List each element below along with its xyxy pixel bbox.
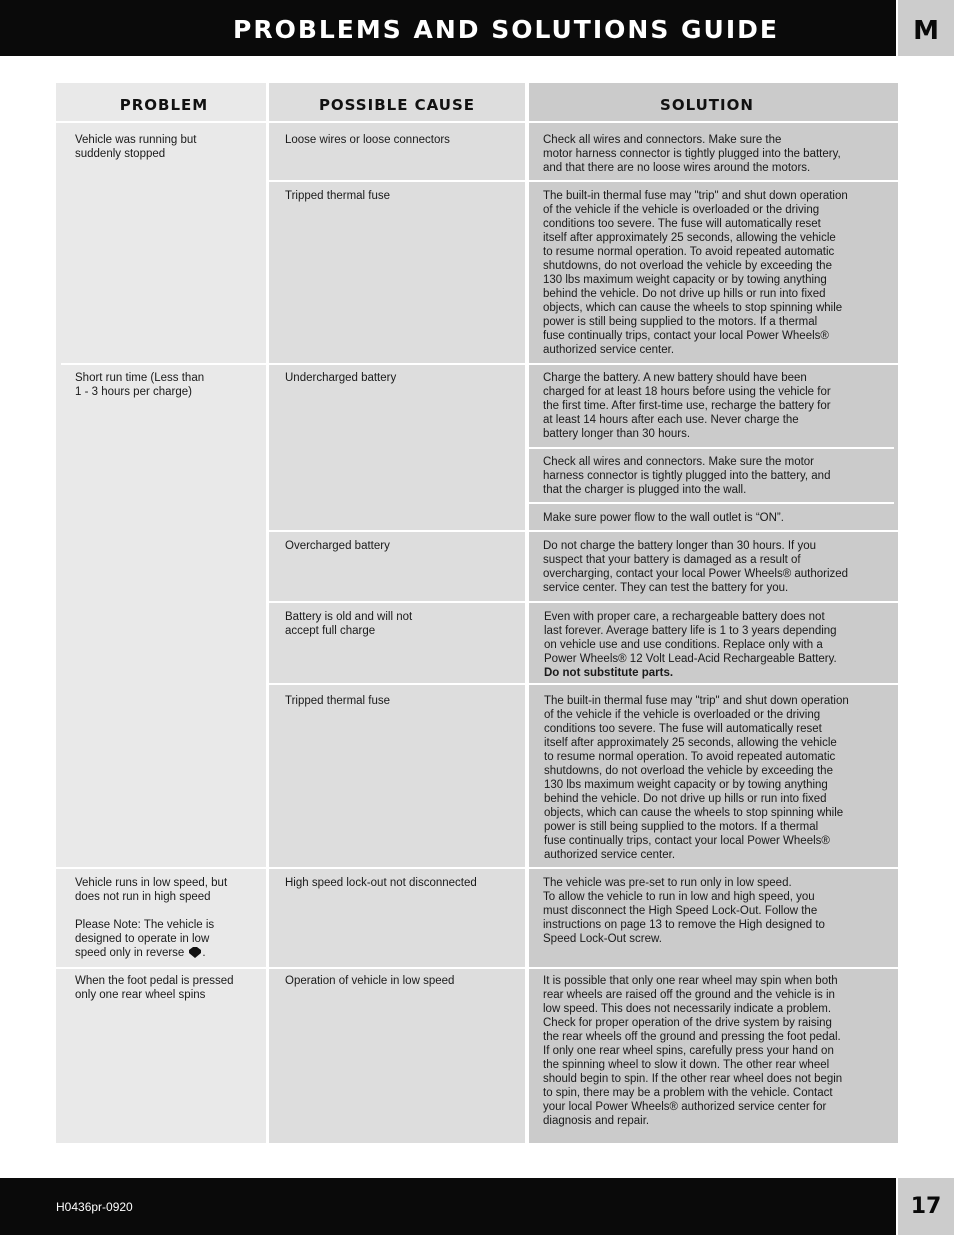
cause-cell — [285, 371, 521, 385]
document-code: H0436pr-0920 — [56, 1200, 133, 1214]
row-divider — [56, 967, 898, 969]
solution-cell — [543, 876, 893, 946]
solution-text: Check all wires and connectors. Make sure the motor harness connector is tightly plugged into the battery, and that there are no loose wires around the motors. — [543, 134, 841, 174]
solution-text: It is possible that only one rear wheel may spin when both rear wheels are raised off the ground and the vehicle is in low speed. This does not necessarily indicate a problem. Check for proper operation of the drive system by raising the rear wheels off the ground and pressing the foot pedal. If only one rear wheel spins, carefully press your hand on the spinning wheel to slow it down. The other rear wheel should begin to spin. If the other rear wheel does not begin to spin, there may be a problem with the vehicle. Contact your local Power Wheels® authorized service center for diagnosis and repair. — [543, 975, 843, 1127]
row-divider — [269, 601, 898, 603]
solution-text: Charge the battery. A new battery should have been charged for at least 18 hours before using the vehicle for the first time. After first-time use, recharge the battery for at least 14 hours after each use. Never charge the battery longer than 30 hours. — [543, 372, 831, 440]
row-divider — [269, 683, 898, 685]
problem-text: Vehicle was running but suddenly stopped — [75, 134, 197, 160]
row-divider — [269, 180, 898, 182]
solution-cell — [543, 371, 893, 441]
problem-cell — [75, 133, 265, 161]
solution-text: Even with proper care, a rechargeable battery does not last forever. Average battery life is 1 to 3 years depending on vehicle use and use conditions. Replace only with a Power Wheels® 12 Volt Lead-Acid Rechargeable Battery. — [544, 611, 837, 665]
cause-text: Undercharged battery — [285, 372, 397, 384]
page-number: 17 — [898, 1178, 954, 1235]
problem-text: When the foot pedal is pressed only one rear wheel spins — [75, 975, 234, 1001]
cause-text: Operation of vehicle in low speed — [285, 975, 455, 987]
cause-cell — [285, 133, 521, 147]
row-divider — [529, 447, 894, 449]
solution-text: Do not charge the battery longer than 30 hours. If you suspect that your battery is damaged as a result of overcharging, contact your local Power Wheels® authorized service center. They can test the battery for you. — [543, 540, 849, 594]
cause-text: Loose wires or loose connectors — [285, 134, 450, 146]
row-divider — [61, 363, 898, 365]
row-divider — [56, 867, 898, 869]
problem-note-text: Please Note: The vehicle is designed to operate in low speed only in reverse — [75, 919, 215, 959]
cause-text: High speed lock-out not disconnected — [285, 877, 477, 889]
problem-cell — [75, 876, 265, 960]
solution-text: Make sure power flow to the wall outlet is “ON”. — [543, 512, 784, 524]
problem-column-header: PROBLEM — [119, 96, 209, 114]
cause-text: Tripped thermal fuse — [285, 695, 391, 707]
cause-cell — [285, 610, 521, 638]
solution-cell — [543, 539, 893, 595]
solution-cell — [543, 455, 893, 497]
problem-text: Vehicle runs in low speed, but does not run in high speed — [75, 877, 228, 903]
cause-cell — [285, 974, 521, 988]
cause-column-header: POSSIBLE CAUSE — [318, 96, 476, 114]
problem-text: Short run time (Less than 1 - 3 hours per charge) — [75, 372, 205, 398]
cause-cell — [285, 539, 521, 553]
problem-note — [75, 918, 265, 960]
problem-cell — [75, 371, 265, 399]
cause-text: Battery is old and will not accept full charge — [285, 611, 413, 637]
solution-cell — [543, 133, 893, 175]
reverse-gear-icon — [188, 946, 202, 958]
header-divider — [56, 121, 898, 123]
row-divider — [269, 530, 898, 532]
troubleshooting-table — [56, 83, 898, 1143]
solution-column-header: SOLUTION — [660, 96, 754, 114]
problem-cell — [75, 974, 265, 1002]
solution-text: The built-in thermal fuse may "trip" and shut down operation of the vehicle if the vehicle is overloaded or the driving conditions too severe. The fuse will automatically reset itself after approximately 25 seconds, allowing the vehicle to resume normal operation. To avoid repeated automatic shutdowns, do not overload the vehicle by exceeding the 130 lbs maximum weight capacity or by towing anything behind the vehicle. Do not drive up hills or run into fixed objects, which can cause the wheels to stop spinning while power is still being supplied to the motors. If a thermal fuse continually trips, contact your local Power Wheels® authorized service center. — [543, 190, 848, 356]
solution-cell — [544, 694, 894, 862]
solution-cell — [544, 610, 894, 680]
solution-cell — [543, 511, 893, 525]
cause-cell — [285, 189, 521, 203]
cause-cell — [285, 876, 521, 890]
solution-text: Check all wires and connectors. Make sure the motor harness connector is tightly plugged into the battery, and that the charger is plugged into the wall. — [543, 456, 831, 496]
page-title: PROBLEMS AND SOLUTIONS GUIDE — [233, 15, 779, 44]
cause-text: Tripped thermal fuse — [285, 190, 391, 202]
solution-text: The vehicle was pre-set to run only in low speed. To allow the vehicle to run in low and high speed, you must disconnect the High Speed Lock-Out. Follow the instructions on page 13 to remove the High designed to Speed Lock-Out screw. — [543, 877, 825, 945]
solution-cell — [543, 974, 893, 1128]
cause-text: Overcharged battery — [285, 540, 390, 552]
row-divider — [529, 502, 894, 504]
footer-bar — [0, 1178, 896, 1235]
solution-text: The built-in thermal fuse may "trip" and shut down operation of the vehicle if the vehicle is overloaded or the driving conditions too severe. The fuse will automatically reset itself after approximately 25 seconds, allowing the vehicle to resume normal operation. To avoid repeated automatic shutdowns, do not overload the vehicle by exceeding the 130 lbs maximum weight capacity or by towing anything behind the vehicle. Do not drive up hills or run into fixed objects, which can cause the wheels to stop spinning while power is still being supplied to the motors. If a thermal fuse continually trips, contact your local Power Wheels® authorized service center. — [544, 695, 849, 861]
solution-cell — [543, 189, 893, 357]
section-letter-tab: M — [898, 0, 954, 56]
problem-note-end: . — [202, 947, 206, 959]
solution-warning: Do not substitute parts. — [544, 667, 674, 679]
cause-cell — [285, 694, 521, 708]
